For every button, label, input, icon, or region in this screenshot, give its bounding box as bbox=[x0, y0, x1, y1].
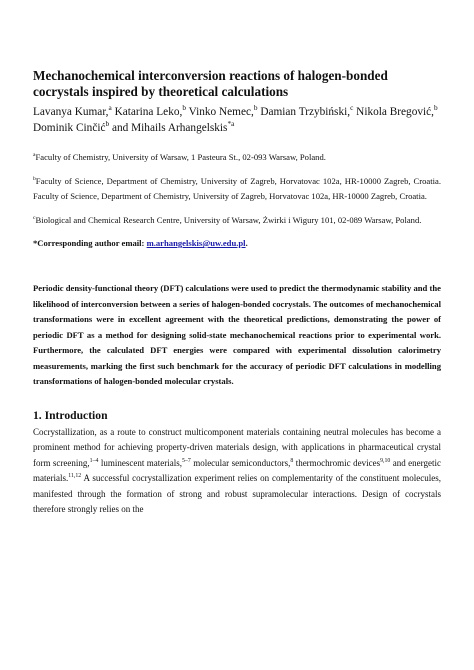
affiliation: $^c$Biological and Chemical Research Centre, University of Warsaw, Żwirki i Wigury 101, 02-089 Warsaw, Poland. bbox=[33, 214, 422, 225]
introduction-paragraph: Cocrystallization, as a route to construct multicomponent materials containing neutral molecules has become a prominent method for achieving property-driven materials design, with applications in pharmaceutical crystal form screening,$^{1-4}$ luminescent materials,$^{5-7}$ molecular semiconductors,$^8$ thermochromic devices$^{9,10}$ and energetic materials.$^{11,12}$ A successful cocrystallization experiment relies on complementarity of the constituent molecules, manifested through the formation of strong and robust supramolecular interactions. Design of cocrystals therefore strongly relies on the bbox=[33, 426, 441, 514]
author: Vinko Nemec,$^b$ bbox=[188, 103, 258, 118]
author: Dominik Cinčić$^b$ bbox=[33, 119, 110, 134]
abstract: Periodic density-functional theory (DFT) calculations were used to predict the thermodynamic stability and the likelihood of interconversion between a series of halogen-bonded cocrystals. The outcomes of mechanochemical transformations were in excellent agreement with the theoretical predictions, demonstrating the power of periodic DFT as a method for designing solid-state mechanochemical reactions prior to experimental work. Furthermore, the calculated DFT energies were compared with experimental dissolution calorimetry measurements, marking the first such benchmark for the accuracy of periodic DFT calculations in modelling transformations of halogen-bonded molecular crystals. bbox=[33, 283, 441, 386]
author: and Mihails Arhangelskis$^{*a}$ bbox=[111, 119, 235, 134]
paper-page bbox=[33, 68, 441, 518]
affiliation: $^b$Faculty of Science, Department of Chemistry, University of Zagreb, Horvatovac 102a, HR-10000 Zagreb, Croatia. Faculty of Science, Department of Chemistry, University of Zagreb, Horvatovac 102a, HR-10000 Zagreb, Croatia. bbox=[33, 175, 441, 201]
affiliation: $^a$Faculty of Chemistry, University of Warsaw, 1 Pasteura St., 02-093 Warsaw, Poland. bbox=[33, 152, 326, 162]
author: Damian Trzybiński,$^c$ bbox=[260, 103, 354, 118]
paper-title: Mechanochemical interconversion reactions of halogen-bonded cocrystals inspired by theoretical calculations bbox=[33, 68, 388, 99]
author: Nikola Bregović,$^b$ bbox=[356, 103, 438, 118]
email-link[interactable]: m.arhangelskis@uw.edu.pl bbox=[146, 238, 246, 248]
author: Lavanya Kumar,$^a$ bbox=[33, 103, 112, 118]
section-heading: 1. Introduction bbox=[33, 408, 108, 422]
author-list bbox=[33, 104, 441, 136]
corresponding-author: *Corresponding author email: m.arhangelskis@uw.edu.pl. bbox=[33, 238, 248, 248]
author: Katarina Leko,$^b$ bbox=[114, 103, 186, 118]
